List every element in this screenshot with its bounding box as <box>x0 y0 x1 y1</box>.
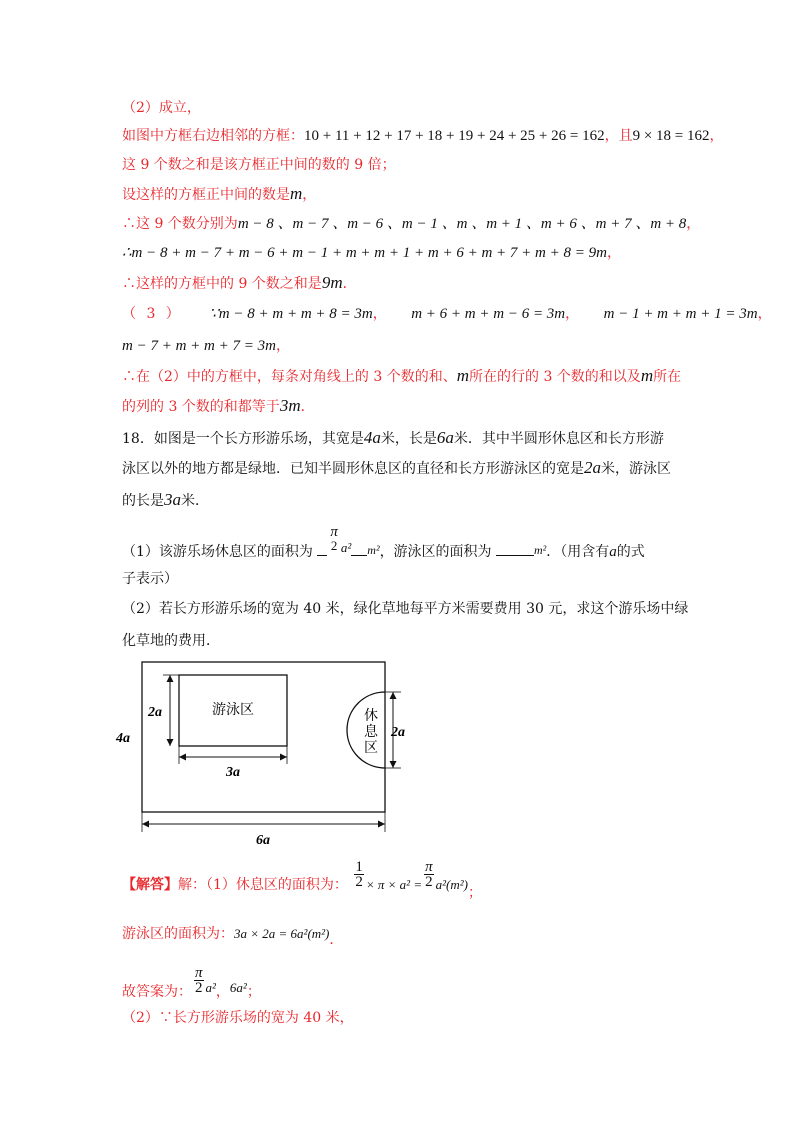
q18-sub2-line2: 化草地的费用． <box>122 633 220 649</box>
rest-label-3: 区 <box>364 740 378 756</box>
answer-line1: 【解答】解：（1）休息区的面积为： $\frac{1}{2}$ × π × a² = $\frac{\pi}{2}$ a²(m²)； <box>122 858 482 901</box>
part2-line2: 这 9 个数之和是该方框正中间的数的 9 倍； <box>122 157 396 173</box>
part2-line3: 设这样的方框正中间的数是m， <box>122 184 317 203</box>
q18-sub1: （1）该游乐场休息区的面积为 π 2 a² m²，游泳区的面积为 m²．（用含有a的式 <box>122 524 645 560</box>
sum-equation: ∴m − 8 + m − 7 + m − 6 + m − 1 + m + m + 1 + m + 6 + m + 7 + m + 8 = 9m <box>122 245 607 261</box>
part2-line6: ∴这样的方框中的 9 个数之和是9m． <box>122 273 357 292</box>
answer-tag: 【解答】 <box>122 877 178 893</box>
part2-heading: （2）成立， <box>122 100 201 116</box>
dim-label-6a: 6a <box>256 833 270 848</box>
dim-label-3a: 3a <box>226 765 240 780</box>
answer-fraction: π 2 <box>330 524 338 553</box>
pool-label: 游泳区 <box>212 702 254 718</box>
playground-figure <box>115 652 405 852</box>
dim-label-2a-left: 2a <box>148 705 162 720</box>
nine-numbers-list: m − 8 、m − 7 、m − 6 、m − 1 、m 、m + 1 、m + 6 、m + 7 、m + 8 <box>237 216 687 232</box>
answer-line4: （2）∵长方形游乐场的宽为 40 米， <box>122 1010 354 1026</box>
dim-label-2a-right: 2a <box>391 725 405 740</box>
part3-conclusion-2: 的列的 3 个数的和都等于3m． <box>122 396 315 415</box>
rest-label-2: 息 <box>364 724 378 740</box>
q18-line1: 18．如图是一个长方形游乐场，其宽是4a米，长是6a米．其中半圆形休息区和长方形游 <box>122 428 664 447</box>
answer-line3: 故答案为： $\frac{\pi}{2}$ a²，6a²； <box>122 964 261 1000</box>
rest-label-1: 休 <box>364 708 378 724</box>
dim-label-4a: 4a <box>116 731 130 746</box>
answer-line2: 游泳区的面积为：3a × 2a = 6a²(m²)． <box>122 926 344 948</box>
part2-line1: 如图中方框右边相邻的方框：10 + 11 + 12 + 17 + 18 + 19 + 24 + 25 + 26 = 162，且9 × 18 = 162， <box>122 128 724 144</box>
q18-line2: 泳区以外的地方都是绿地．已知半圆形休息区的直径和长方形游泳区的宽是2a米，游泳区 <box>122 458 671 477</box>
part3-line1: （ 3 ） ∵m − 8 + m + m + 8 = 3m， m + 6 + m + m − 6 = 3m， m − 1 + m + m + 1 = 3m， <box>122 306 772 322</box>
q18-line3: 的长是3a米． <box>122 490 209 509</box>
sum-expression: 10 + 11 + 12 + 17 + 18 + 19 + 24 + 25 + 26 = 162 <box>304 128 605 144</box>
product-expression: 9 × 18 = 162 <box>632 128 710 144</box>
part2-line5: ∴m − 8 + m − 7 + m − 6 + m − 1 + m + m + 1 + m + 6 + m + 7 + m + 8 = 9m， <box>122 245 621 261</box>
q18-sub2-line1: （2）若长方形游乐场的宽为 40 米，绿化草地每平方米需要费用 30 元，求这个游乐场中绿 <box>122 601 689 617</box>
part2-line4: ∴这 9 个数分别为m − 8 、m − 7 、m − 6 、m − 1 、m 、m + 1 、m + 6 、m + 7 、m + 8， <box>122 216 701 232</box>
q18-sub1-cont: 子表示） <box>122 571 178 587</box>
part3-conclusion-1: ∴在（2）中的方框中，每条对角线上的 3 个数的和、m所在的行的 3 个数的和以及m所在 <box>122 366 682 385</box>
part3-line2: m − 7 + m + m + 7 = 3m， <box>122 338 290 354</box>
